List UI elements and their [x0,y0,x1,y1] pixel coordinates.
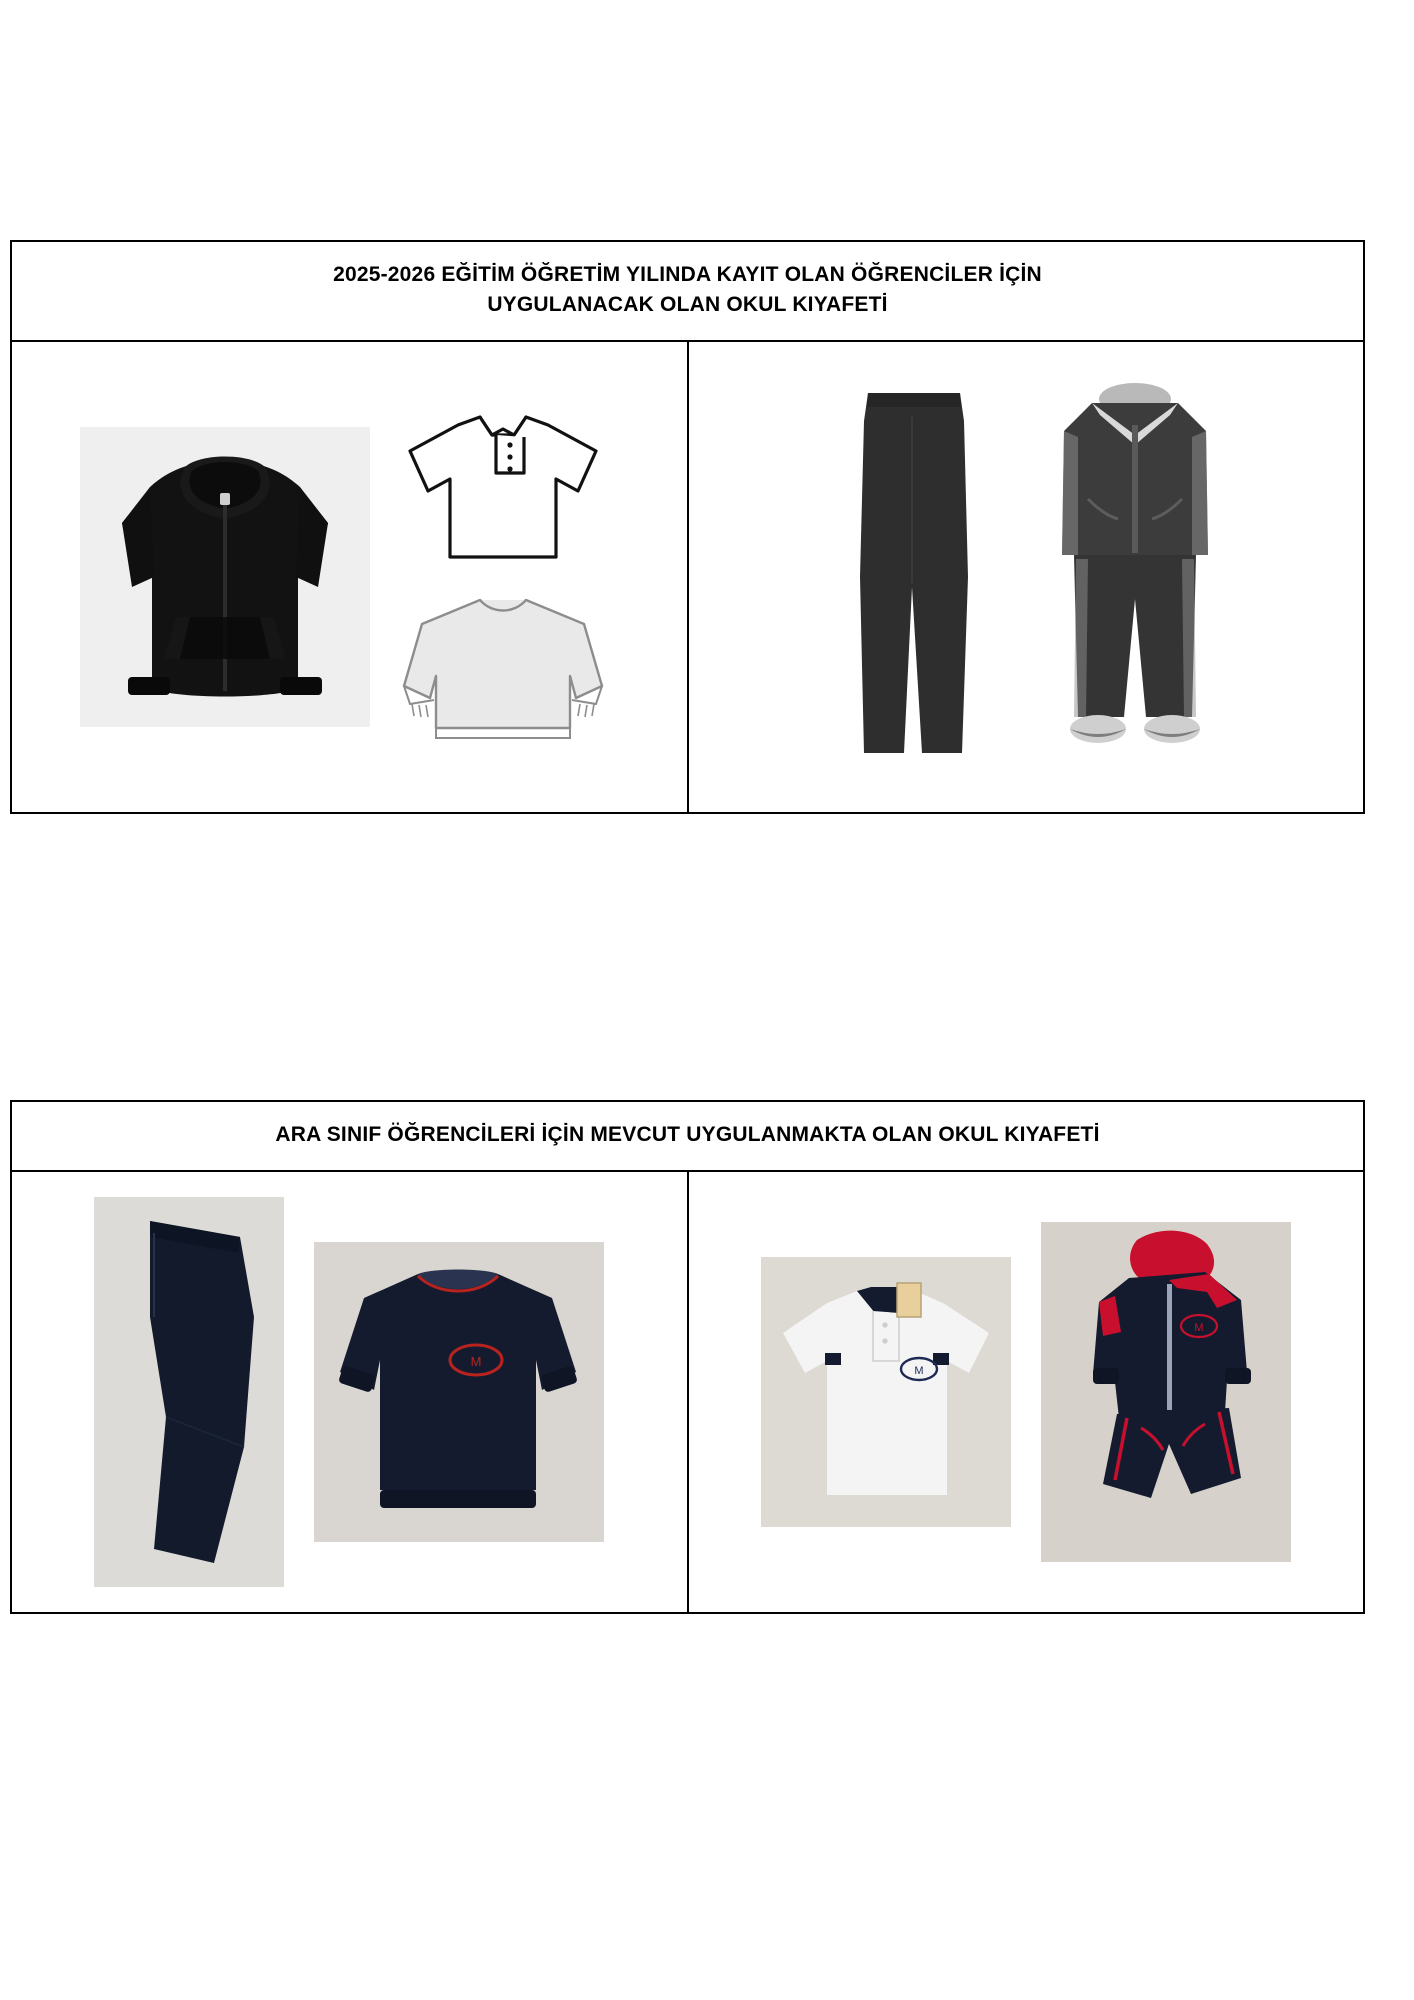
cell-existing-navy [11,1171,688,1613]
table-title-row [11,1101,1364,1171]
table-body-row [11,341,1364,813]
svg-text:M: M [470,1353,482,1369]
illustrated-tops-stack [388,399,618,755]
table-body-row [11,1171,1364,1613]
navy-trousers-photo [94,1197,284,1587]
white-polo-shirt-illustration [388,399,618,574]
table-title-row [11,241,1364,341]
existing-students-title [11,1101,1364,1171]
black-tracksuit-illustration [1030,377,1240,777]
cell-existing-polo-tracksuit [688,1171,1365,1613]
title-line-1: 2025-2026 EĞİTİM ÖĞRETİM YILINDA KAYIT OLAN ÖĞRENCİLER İÇİN [333,263,1042,286]
existing-students-uniform-table [10,1100,1365,1614]
black-hooded-zip-sweatshirt-photo [80,427,370,727]
navy-crewneck-sweatshirt-photo [314,1242,604,1542]
black-trousers-illustration [812,377,1012,777]
svg-text:M: M [914,1364,924,1377]
title-line-2: UYGULANACAK OLAN OKUL KIYAFETİ [487,292,888,316]
white-polo-shirt-photo [761,1257,1011,1527]
new-students-uniform-table [10,240,1365,814]
cell-new-tops [11,341,688,813]
new-students-title [11,241,1364,341]
cell-new-bottoms [688,341,1365,813]
svg-text:M: M [1194,1321,1204,1334]
navy-red-tracksuit-photo [1041,1222,1291,1562]
title-line-1: ARA SINIF ÖĞRENCİLERİ İÇİN MEVCUT UYGULANMAKTA OLAN OKUL KIYAFETİ [275,1123,1100,1146]
grey-crewneck-sweatshirt-illustration [388,580,618,755]
